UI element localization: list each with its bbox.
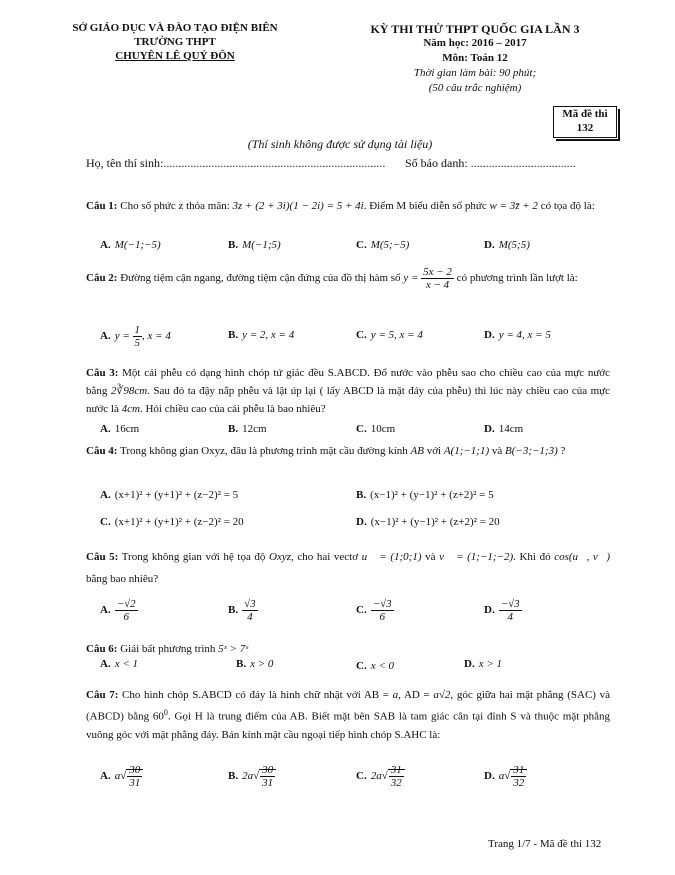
- exam-code-label: Mã đề thi: [562, 108, 608, 120]
- q4-option-b: B. (x−1)² + (y−1)² + (z+2)² = 5: [356, 489, 494, 501]
- q5-option-c: C. $\frac{-√3}{6}$: [356, 598, 392, 623]
- question-4-number: Câu 4:: [86, 445, 118, 457]
- department-name: SỞ GIÁO DỤC VÀ ĐÀO TẠO ĐIỆN BIÊN: [72, 22, 278, 34]
- q4-option-c: C. (x+1)² + (y+1)² + (z−2)² = 20: [100, 516, 244, 528]
- q5-option-d: D. $\frac{-√3}{4}$: [484, 598, 520, 623]
- q1-option-b: B. M(−1;5): [228, 239, 281, 251]
- q6-option-d: D. x > 1: [464, 658, 503, 670]
- no-materials-note: (Thí sinh không được sử dụng tài liệu): [247, 137, 433, 151]
- student-id-line: Số báo danh: ...................................: [405, 156, 576, 170]
- student-name-line: Họ, tên thí sinh:..........................................................................: [86, 156, 386, 170]
- question-count: (50 câu trắc nghiệm): [428, 82, 522, 94]
- q7-option-c: C. 2a√ $\frac{31}{32}$: [356, 764, 405, 789]
- exam-title: KỲ THI THỬ THPT QUỐC GIA LẦN 3: [370, 22, 580, 36]
- q3-option-b: B. 12cm: [228, 423, 267, 435]
- q2-option-b: B. y = 2, x = 4: [228, 329, 295, 341]
- q1-option-c: C. M(5;−5): [356, 239, 410, 251]
- question-1-number: Câu 1:: [86, 200, 118, 212]
- question-6: Câu 6: Giải bất phương trình 5ˣ > 7ˣ: [86, 643, 249, 655]
- question-2-text-a: Đường tiệm cận ngang, đường tiệm cận đứng của đồ thị hàm số: [117, 272, 404, 285]
- question-2: Câu 2: Đường tiệm cận ngang, đường tiệm cận đứng của đồ thị hàm số y = $\frac{5x - 2}{x - 4}$ có phương trình lần lượt là:: [86, 266, 578, 291]
- question-1-text-b: . Điểm M biểu diễn số phức: [363, 200, 490, 212]
- school-year: Năm học: 2016 – 2017: [423, 37, 527, 49]
- question-3: Câu 3: Một cái phễu có dạng hình chóp tứ giác đều S.ABCD. Đổ nước vào phễu sao cho chiều cao của mực nước bằng 2∛98cm. Sau đó ta đậy nắp phễu và lật úp lại ( lấy ABCD là mặt đáy của phễu) thì lúc này chiều cao của mực nước là 4cm. Hỏi chiều cao của cái phễu là bao nhiêu?: [86, 367, 611, 415]
- q2-option-d: D. y = 4, x = 5: [484, 329, 551, 341]
- question-1-text-c: có tọa độ là:: [537, 200, 595, 212]
- q2-option-c: C. y = 5, x = 4: [356, 329, 423, 341]
- question-2-text-b: có phương trình lần lượt là:: [453, 272, 578, 285]
- q3-option-c: C. 10cm: [356, 423, 396, 435]
- q7-option-d: D. a√ $\frac{31}{32}$: [484, 764, 527, 789]
- question-1-equation: 3z + (2 + 3i)(1 − 2i) = 5 + 4i: [232, 200, 364, 212]
- exam-duration: Thời gian làm bài: 90 phút;: [413, 67, 537, 79]
- question-1-w: w = 3z̄ + 2: [489, 200, 538, 212]
- subject: Môn: Toán 12: [442, 52, 508, 64]
- q5-option-a: A. $\frac{-√2}{6}$: [100, 598, 136, 623]
- q4-option-d: D. (x−1)² + (y−1)² + (z+2)² = 20: [356, 516, 500, 528]
- question-5: Câu 5: Trong không gian với hệ tọa độ Oxyz, cho hai vectơ u⃗ = (1;0;1) và v⃗ = (1;−1;−2). Khi đó cos(u⃗, v⃗) bằng bao nhiêu?: [86, 551, 611, 585]
- q5-option-b: B. $\frac{√3}{4}$: [228, 598, 256, 623]
- page-footer: Trang 1/7 - Mã đề thi 132: [488, 838, 602, 850]
- q7-option-a: A. a√ $\frac{30}{31}$: [100, 764, 143, 789]
- question-5-number: Câu 5:: [86, 551, 119, 563]
- question-3-text-a: Một cái phễu có dạng hình chóp tứ giác đều S.ABCD. Đổ nước vào phễu sao cho chiều cao của mực nước bằng: [86, 367, 610, 397]
- question-1: [86, 198, 610, 215]
- q6-option-c: C. x < 0: [356, 660, 395, 672]
- school-name-line2: CHUYÊN LÊ QUÝ ĐÔN: [115, 50, 235, 62]
- q4-option-a: A. (x+1)² + (y+1)² + (z−2)² = 5: [100, 489, 239, 501]
- question-2-number: Câu 2:: [86, 272, 118, 285]
- exam-code-value: 132: [576, 122, 594, 134]
- question-2-fraction: $\frac{5x - 2}{x - 4}$: [423, 266, 452, 291]
- q6-option-a: A. x < 1: [100, 658, 139, 670]
- question-5-cos: cos(u⃗, v⃗): [554, 551, 611, 563]
- question-1-text-a: Cho số phức z thỏa mãn:: [117, 200, 233, 212]
- q3-option-a: A. 16cm: [100, 423, 140, 435]
- question-3-number: Câu 3:: [86, 367, 119, 379]
- school-name-line1: TRƯỜNG THPT: [134, 36, 216, 48]
- q3-option-d: D. 14cm: [484, 423, 524, 435]
- q1-option-a: A. M(−1;−5): [100, 239, 161, 251]
- q6-option-b: B. x > 0: [236, 658, 274, 670]
- exam-code-box: [553, 106, 617, 138]
- question-6-number: Câu 6:: [86, 643, 118, 655]
- question-7-number: Câu 7:: [86, 689, 119, 701]
- q2-option-a: A. y = $\frac{1}{5}$ , x = 4: [100, 324, 171, 349]
- question-4: Câu 4: Trong không gian Oxyz, đâu là phương trình mặt cầu đường kính AB với A(1;−1;1) và B(−3;−1;3) ?: [86, 445, 566, 457]
- q1-option-d: D. M(5;5): [484, 239, 530, 251]
- q7-option-b: B. 2a√ $\frac{30}{31}$: [228, 764, 276, 789]
- question-7: Câu 7: Cho hình chóp S.ABCD có đáy là hình chữ nhật với AB = a, AD = a√2, góc giữa hai mặt phẳng (SAC) và (ABCD) bằng $60^0$. Gọi H là trung điểm của AB. Biết mặt bên SAB là tam giác cân tại đỉnh S và thuộc mặt phẳng vuông góc với mặt phẳng đáy. Bán kính mặt cầu ngoại tiếp hình chóp S.AHC là:: [86, 689, 610, 741]
